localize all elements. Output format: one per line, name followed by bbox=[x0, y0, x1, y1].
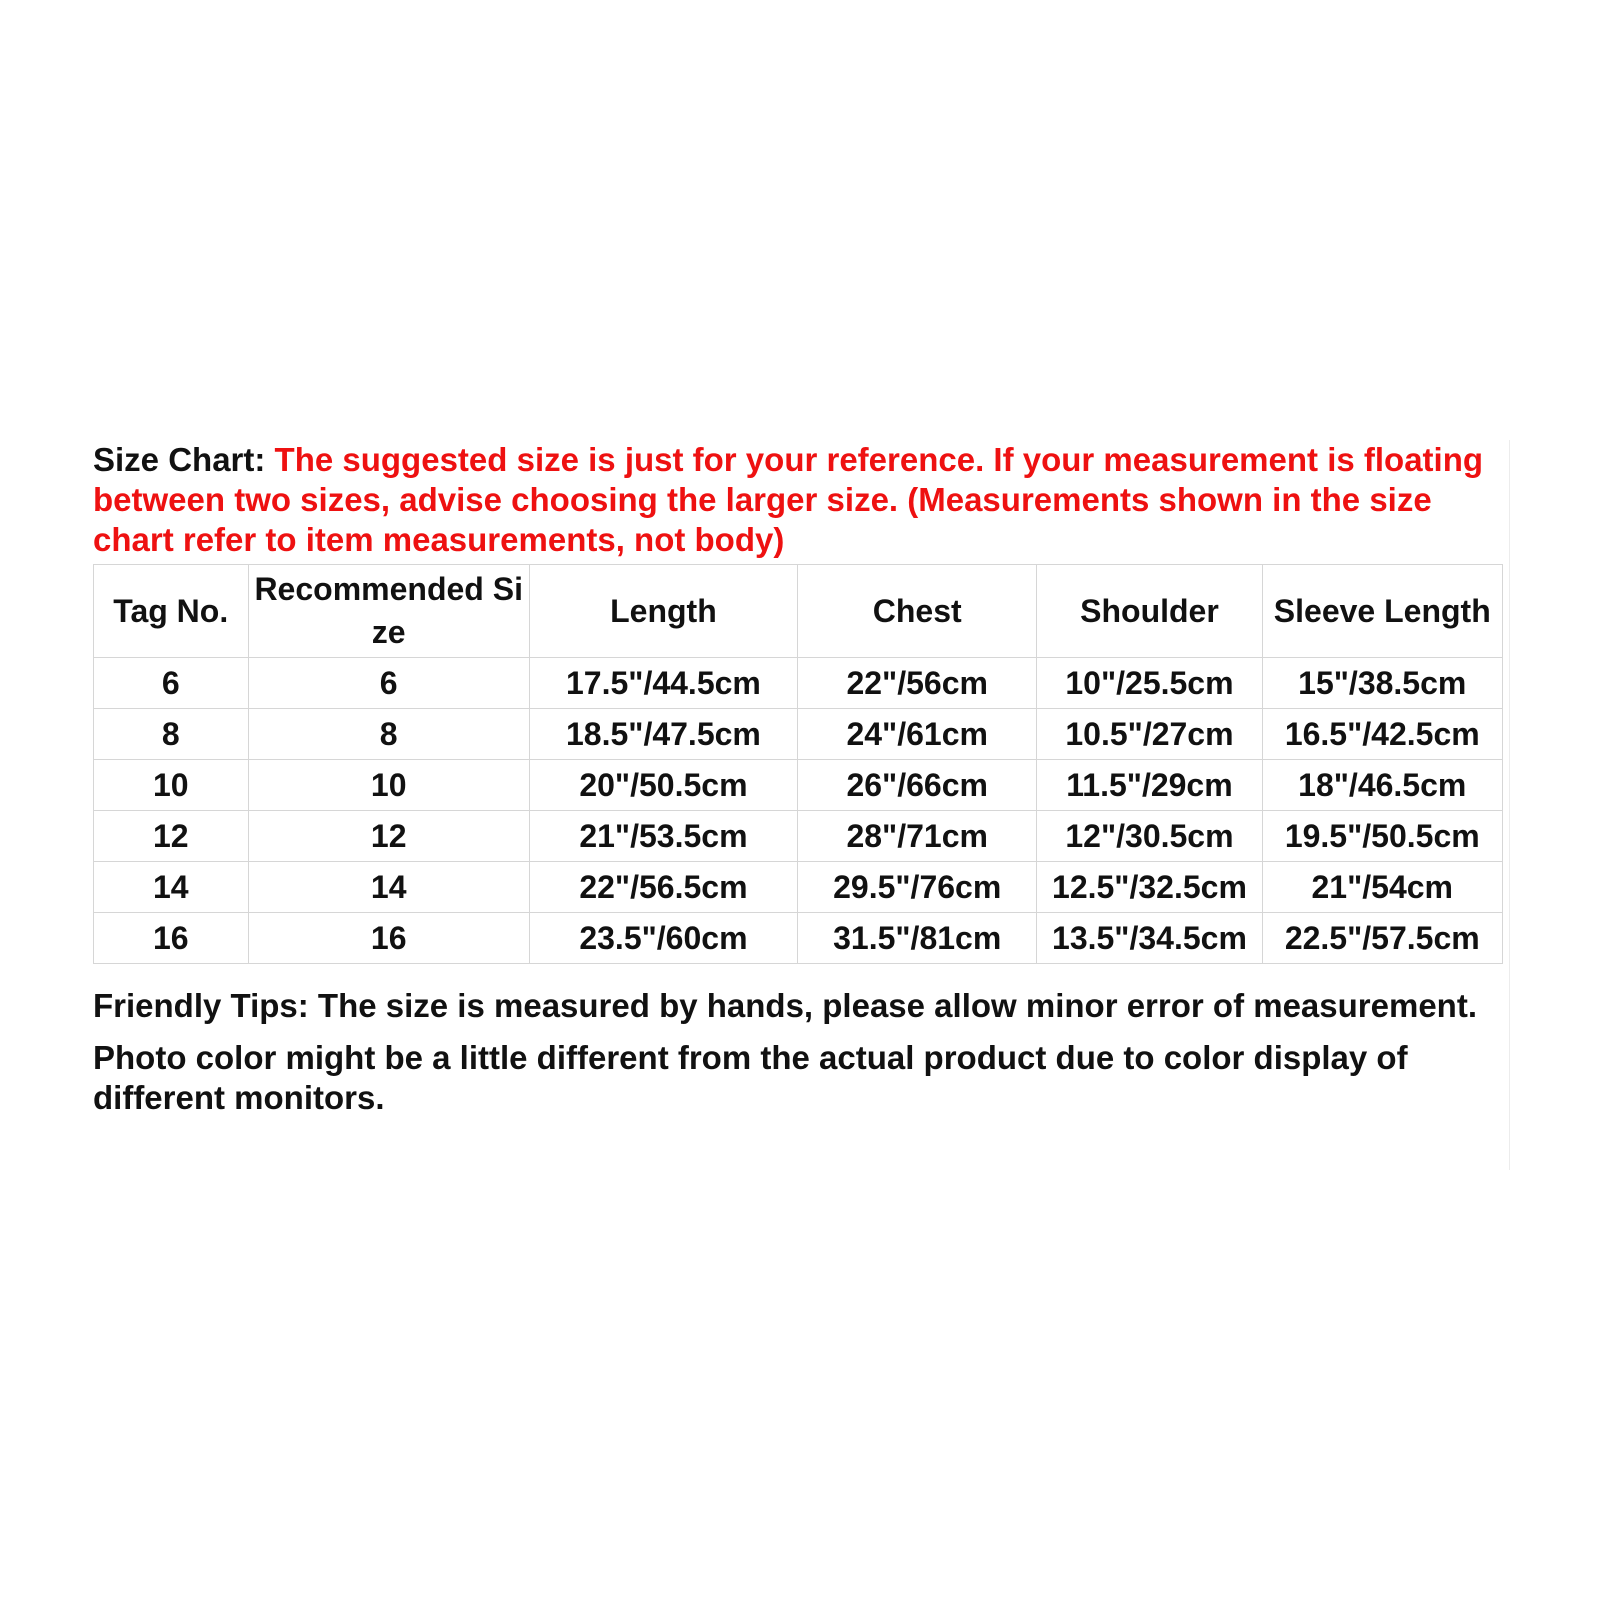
cell-chest: 28"/71cm bbox=[797, 811, 1036, 862]
cell-length: 22"/56.5cm bbox=[529, 862, 797, 913]
cell-tag-no: 10 bbox=[94, 760, 249, 811]
column-header-tag-no: Tag No. bbox=[94, 565, 249, 658]
cell-sleeve-length: 16.5"/42.5cm bbox=[1262, 709, 1502, 760]
cell-tag-no: 8 bbox=[94, 709, 249, 760]
table-row bbox=[94, 811, 1503, 862]
cell-sleeve-length: 21"/54cm bbox=[1262, 862, 1502, 913]
cell-tag-no: 6 bbox=[94, 658, 249, 709]
table-row bbox=[94, 709, 1503, 760]
color-disclaimer: Photo color might be a little different from the actual product due to color display of different monitors. bbox=[93, 1039, 1408, 1116]
cell-recommended-size: 12 bbox=[248, 811, 529, 862]
cell-chest: 24"/61cm bbox=[797, 709, 1036, 760]
table-row bbox=[94, 658, 1503, 709]
size-chart-card bbox=[93, 440, 1503, 1130]
cell-recommended-size: 8 bbox=[248, 709, 529, 760]
size-chart-intro bbox=[93, 440, 1493, 560]
cell-sleeve-length: 19.5"/50.5cm bbox=[1262, 811, 1502, 862]
size-table bbox=[93, 564, 1503, 964]
table-header-row bbox=[94, 565, 1503, 658]
column-header-shoulder: Shoulder bbox=[1037, 565, 1262, 658]
cell-tag-no: 16 bbox=[94, 913, 249, 964]
cell-chest: 26"/66cm bbox=[797, 760, 1036, 811]
size-chart-label: Size Chart: bbox=[93, 441, 266, 478]
tips-section bbox=[93, 986, 1503, 1118]
cell-shoulder: 11.5"/29cm bbox=[1037, 760, 1262, 811]
cell-shoulder: 10.5"/27cm bbox=[1037, 709, 1262, 760]
column-header-chest: Chest bbox=[797, 565, 1036, 658]
cell-sleeve-length: 18"/46.5cm bbox=[1262, 760, 1502, 811]
cell-length: 23.5"/60cm bbox=[529, 913, 797, 964]
cell-sleeve-length: 22.5"/57.5cm bbox=[1262, 913, 1502, 964]
table-row bbox=[94, 760, 1503, 811]
cell-recommended-size: 6 bbox=[248, 658, 529, 709]
column-header-length: Length bbox=[529, 565, 797, 658]
table-row bbox=[94, 862, 1503, 913]
cell-recommended-size: 14 bbox=[248, 862, 529, 913]
column-header-recommended-size: Recommended Size bbox=[248, 565, 529, 658]
cell-recommended-size: 10 bbox=[248, 760, 529, 811]
column-header-sleeve-length: Sleeve Length bbox=[1262, 565, 1502, 658]
table-row bbox=[94, 913, 1503, 964]
size-advice-note: The suggested size is just for your reference. If your measurement is floating between two sizes, advise choosing the larger size. (Measurements shown in the size chart refer to item measurements, not body) bbox=[93, 441, 1484, 558]
cell-length: 20"/50.5cm bbox=[529, 760, 797, 811]
cell-shoulder: 12.5"/32.5cm bbox=[1037, 862, 1262, 913]
cell-shoulder: 13.5"/34.5cm bbox=[1037, 913, 1262, 964]
cell-length: 21"/53.5cm bbox=[529, 811, 797, 862]
card-edge-divider bbox=[1509, 440, 1510, 1170]
cell-tag-no: 12 bbox=[94, 811, 249, 862]
cell-tag-no: 14 bbox=[94, 862, 249, 913]
friendly-tip: Friendly Tips: The size is measured by hands, please allow minor error of measurement. bbox=[93, 987, 1477, 1024]
cell-recommended-size: 16 bbox=[248, 913, 529, 964]
cell-shoulder: 12"/30.5cm bbox=[1037, 811, 1262, 862]
cell-sleeve-length: 15"/38.5cm bbox=[1262, 658, 1502, 709]
cell-length: 18.5"/47.5cm bbox=[529, 709, 797, 760]
cell-chest: 22"/56cm bbox=[797, 658, 1036, 709]
cell-chest: 29.5"/76cm bbox=[797, 862, 1036, 913]
cell-length: 17.5"/44.5cm bbox=[529, 658, 797, 709]
cell-shoulder: 10"/25.5cm bbox=[1037, 658, 1262, 709]
cell-chest: 31.5"/81cm bbox=[797, 913, 1036, 964]
